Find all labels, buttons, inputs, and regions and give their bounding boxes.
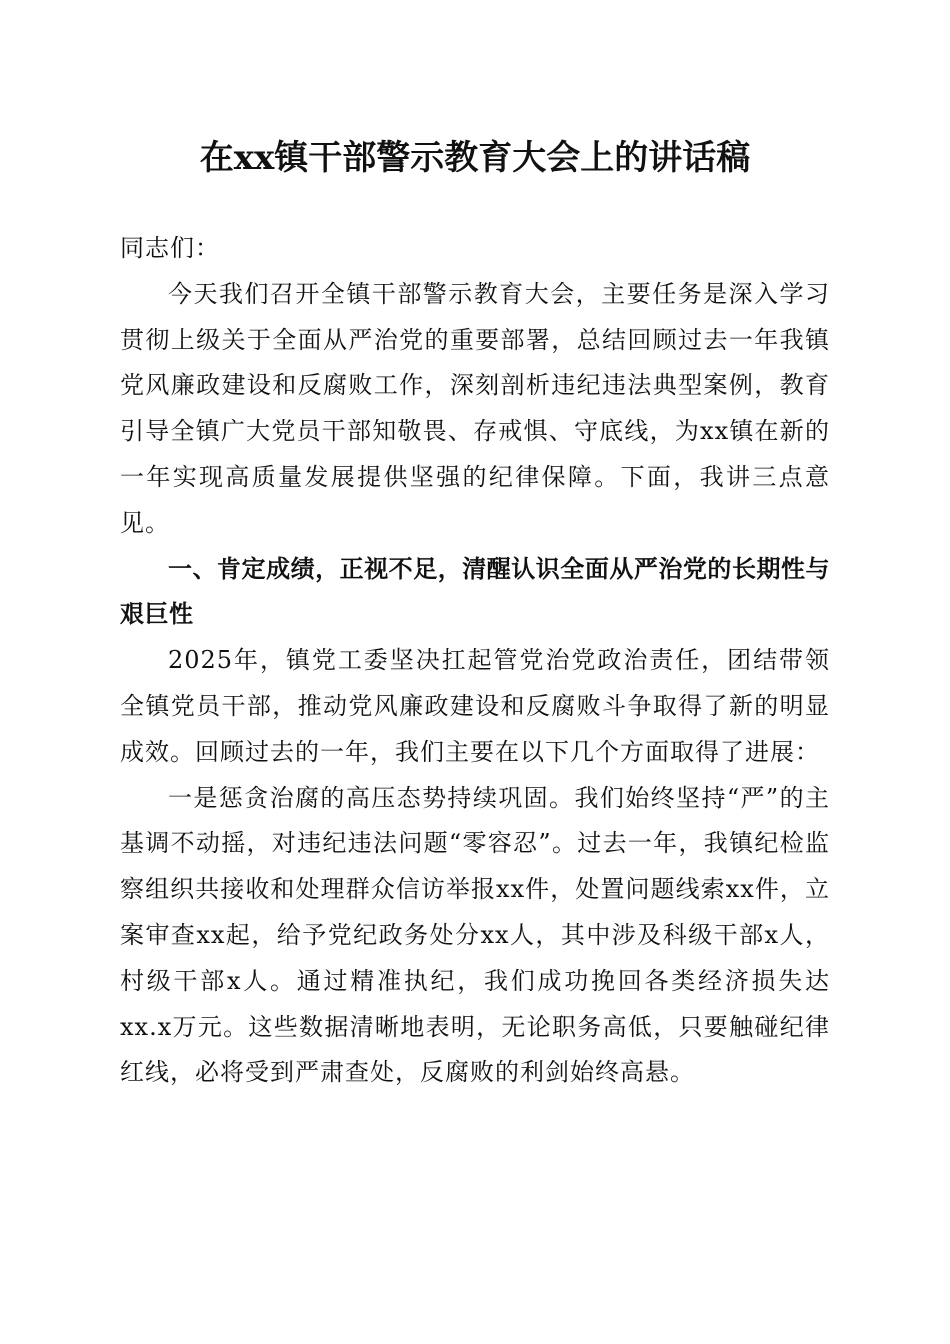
document-title: 在xx镇干部警示教育大会上的讲话稿 xyxy=(199,138,751,178)
achievements-paragraph: 2025年，镇党工委坚决扛起管党治党政治责任，团结带领全镇党员干部，推动党风廉政建设和反腐败斗争取得了新的明显成效。回顾过去的一年，我们主要在以下几个方面取得了进展： xyxy=(120,646,830,766)
point-1-lead: 一是惩贪治腐的高压态势持续巩固。 xyxy=(168,783,575,812)
salutation: 同志们： xyxy=(120,234,220,262)
intro-paragraph: 今天我们召开全镇干部警示教育大会，主要任务是深入学习贯彻上级关于全面从严治党的重要部署，总结回顾过去一年我镇党风廉政建设和反腐败工作，深刻剖析违纪违法典型案例，教育引导全镇广大党员干部知敬畏、存戒惧、守底线，为xx镇在新的一年实现高质量发展提供坚强的纪律保障。下面，我讲三点意见。 xyxy=(120,279,830,537)
point-1-paragraph xyxy=(120,776,830,1097)
section-heading-1: 一、肯定成绩，正视不足，清醒认识全面从严治党的长期性与艰巨性 xyxy=(120,554,830,629)
point-1-body: 我们始终坚持“严”的主基调不动摇，对违纪违法问题“零容忍”。过去一年，我镇纪检监察组织共接收和处理群众信访举报xx件，处置问题线索xx件，立案审查xx起，给予党纪政务处分xx人，其中涉及科级干部x人，村级干部x人。通过精准执纪，我们成功挽回各类经济损失达xx.x万元。这些数据清晰地表明，无论职务高低，只要触碰纪律红线，必将受到严肃查处，反腐败的利剑始终高悬。 xyxy=(120,783,830,1087)
document-body xyxy=(120,226,830,1096)
